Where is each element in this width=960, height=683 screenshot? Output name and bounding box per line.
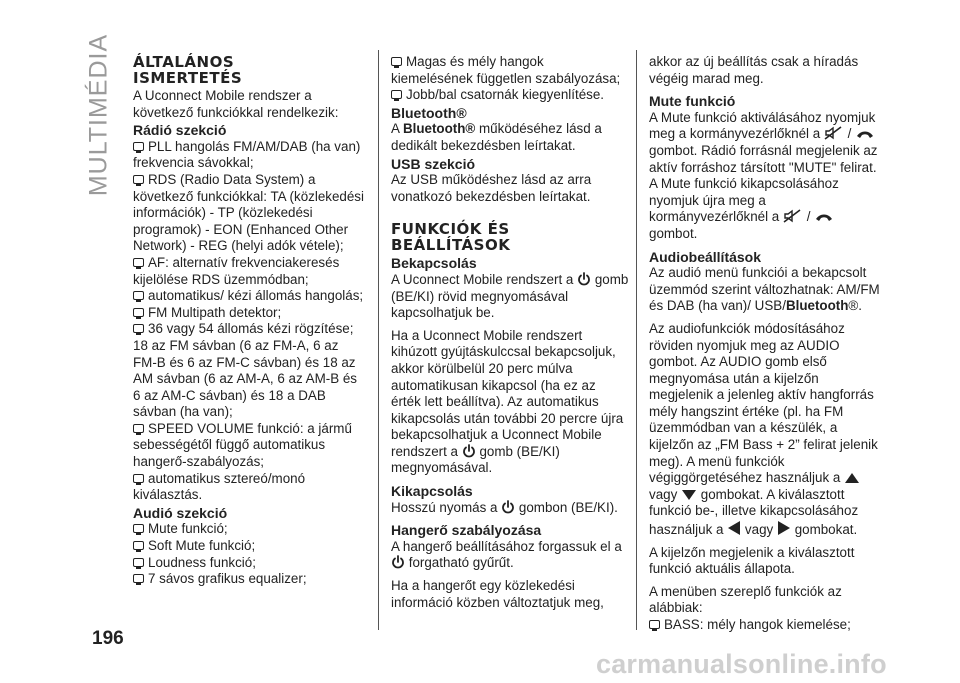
list-item bbox=[133, 421, 365, 471]
text-run: gombot. bbox=[649, 225, 698, 241]
side-tab bbox=[84, 33, 114, 197]
page-number: 196 bbox=[92, 628, 124, 649]
mute-heading: Mute funkció bbox=[649, 93, 736, 110]
list-item-text: Jobb/bal csatornák kiegyenlítése. bbox=[406, 87, 605, 103]
bluetooth-heading: Bluetooth® bbox=[391, 104, 467, 121]
heading-line: ÁLTALÁNOS bbox=[133, 53, 235, 71]
list-item bbox=[391, 87, 629, 104]
power-on-heading: Bekapcsolás bbox=[391, 255, 477, 272]
power-icon bbox=[462, 444, 476, 458]
intro-text: A Uconnect Mobile rendszer a következő funkciókkal rendelkezik: bbox=[133, 88, 339, 120]
column-divider bbox=[636, 50, 637, 630]
bullet-icon bbox=[133, 175, 144, 184]
section-heading-general bbox=[133, 54, 365, 86]
column-2 bbox=[391, 54, 629, 611]
text-run: vagy bbox=[744, 522, 774, 538]
section-heading-functions bbox=[391, 221, 629, 253]
text-run: Az audió menü funkciói a bekapcsolt üzemmód szerint változhatnak: AM/FM és DAB (ha van)/ USB/ bbox=[649, 265, 880, 314]
list-item bbox=[133, 571, 365, 588]
text-run: Az audiofunkciók módosításához röviden nyomjuk meg az AUDIO gombot. Az AUDIO gomb első megnyomása után a kijelzőn megjelenik a jelenleg aktív hangforrás mély hangszint értéke (pl. ha FM üzemmódban van a készülék, a kijelzőn az „FM Bass + 2” felirat jelenik meg). A menü funkciók végiggörgetéséhez használjuk a bbox=[649, 320, 878, 486]
list-item-text: PLL hangolás FM/AM/DAB (ha van) frekvencia sávokkal; bbox=[133, 138, 361, 171]
phone-end-icon bbox=[855, 128, 875, 140]
bullet-icon bbox=[133, 541, 144, 550]
power-icon bbox=[577, 272, 591, 286]
list-item bbox=[133, 471, 365, 504]
mute-speaker-icon bbox=[824, 126, 844, 140]
side-tab-label: MULTIMÉDIA bbox=[84, 33, 113, 197]
radio-section-heading: Rádió szekció bbox=[133, 122, 227, 139]
list-item-text: Loudness funkció; bbox=[148, 554, 256, 570]
column-1 bbox=[133, 54, 365, 588]
text-run: A kiválasztott funkció be-, illetve kikapcsolásához használjuk a bbox=[649, 486, 859, 538]
power-icon bbox=[391, 555, 405, 569]
text-run: Hosszú nyomás a bbox=[391, 499, 498, 515]
text-run: gomb (BE/KI) rövid megnyomásával kapcsolhatjuk be. bbox=[391, 271, 629, 321]
bullet-icon bbox=[133, 574, 144, 583]
text-run: Ha a Uconnect Mobile rendszert kihúzott gyújtáskulccsal bekapcsoljuk, akkor körülbelül 20 perc múlva automatikusan kikapcsol (ha ez az érték lett beállítva). Az automatikus kikapcsolás után további 20 percre újra bekapcsolhatjuk a Uconnect Mobile rendszert a bbox=[391, 327, 624, 459]
bullet-icon bbox=[649, 620, 660, 629]
bluetooth-word: Bluetooth® bbox=[402, 121, 476, 137]
power-icon bbox=[501, 500, 515, 514]
menu-functions-text: A menüben szereplő funkciók az alábbiak: bbox=[649, 583, 842, 616]
list-item-text: automatikus sztereó/monó kiválasztás. bbox=[133, 470, 306, 503]
bullet-icon bbox=[133, 424, 144, 433]
usb-text: Az USB működéshez lásd az arra vonatkozó bekezdésben leírtakat. bbox=[391, 172, 592, 204]
power-off-text bbox=[391, 500, 629, 517]
text-run: / bbox=[806, 209, 811, 225]
list-item-text: RDS (Radio Data System) a következő funkciókkal: TA (közlekedési információk) - TP (közlekedési programok) - EON (Enhanced Other Network) - REG (helyi adók vétele); bbox=[133, 171, 364, 254]
list-item bbox=[133, 321, 365, 421]
text-run: gombokat. bbox=[700, 486, 764, 502]
bullet-icon bbox=[391, 57, 402, 66]
text-run: A Uconnect Mobile rendszert a bbox=[391, 271, 574, 287]
bluetooth-word: Bluetooth bbox=[785, 298, 849, 314]
list-item bbox=[133, 288, 365, 305]
list-item-text: BASS: mély hangok kiemelése; bbox=[664, 617, 851, 632]
volume-text bbox=[391, 539, 629, 572]
phone-end-icon bbox=[814, 211, 834, 223]
bullet-icon bbox=[133, 524, 144, 533]
list-item bbox=[133, 255, 365, 288]
text-run: gombot. Rádió forrásnál megjelenik az aktív forráshoz társított "MUTE" felirat. A Mute funkció kikapcsolásához nyomjuk újra meg a kormányvezérlőknél a bbox=[649, 142, 878, 225]
left-arrow-icon bbox=[727, 520, 741, 536]
display-state-text: A kijelzőn megjelenik a kiválasztott funkció aktuális állapota. bbox=[649, 544, 855, 577]
bullet-icon bbox=[133, 142, 144, 151]
text-run: működéséhez lásd a dedikált bekezdésben leírtakat. bbox=[391, 121, 602, 153]
up-arrow-icon bbox=[844, 472, 860, 484]
right-arrow-icon bbox=[777, 520, 791, 536]
volume-text-2: Ha a hangerőt egy közlekedési információ közben változtatjuk meg, bbox=[391, 578, 604, 610]
text-run: A Mute funkció aktiválásához nyomjuk meg a kormányvezérlőknél a bbox=[649, 109, 876, 142]
text-run: ®. bbox=[848, 298, 863, 314]
text-run: A hangerő beállításához forgassuk el a bbox=[391, 538, 622, 554]
bluetooth-text bbox=[391, 121, 629, 154]
list-item bbox=[133, 521, 365, 538]
column-divider bbox=[378, 50, 379, 630]
list-item-text: 7 sávos grafikus equalizer; bbox=[148, 571, 307, 587]
down-arrow-icon bbox=[681, 489, 697, 501]
audio-menu-text bbox=[649, 321, 883, 539]
list-item-text: SPEED VOLUME funkció: a jármű sebességétől függő automatikus hangerő-szabályozás; bbox=[133, 420, 352, 470]
bullet-icon bbox=[133, 258, 144, 267]
list-item-text: Magas és mély hangok kiemelésének független szabályozása; bbox=[391, 54, 621, 86]
list-item bbox=[133, 139, 365, 172]
text-run: gombon (BE/KI). bbox=[518, 499, 618, 515]
text-run: gomb (BE/KI) megnyomásával. bbox=[391, 443, 560, 476]
bullet-icon bbox=[133, 291, 144, 300]
bullet-icon bbox=[133, 558, 144, 567]
text-run: A bbox=[391, 121, 400, 137]
list-item bbox=[391, 54, 629, 87]
list-item-text: Soft Mute funkció; bbox=[148, 538, 256, 554]
list-item-text: automatikus/ kézi állomás hangolás; bbox=[148, 288, 364, 304]
audio-section-heading: Audió szekció bbox=[133, 504, 228, 521]
list-item-text: FM Multipath detektor; bbox=[148, 304, 282, 320]
list-item bbox=[133, 305, 365, 322]
list-item bbox=[649, 617, 883, 634]
audio-settings-heading: Audiobeállítások bbox=[649, 248, 762, 265]
text-run: vagy bbox=[649, 486, 678, 502]
list-item bbox=[133, 555, 365, 572]
list-item-text: Mute funkció; bbox=[148, 521, 228, 537]
text-run: forgatható gyűrűt. bbox=[408, 555, 514, 571]
bullet-icon bbox=[391, 90, 402, 99]
mute-speaker-icon bbox=[783, 209, 803, 223]
volume-heading: Hangerő szabályozása bbox=[391, 522, 542, 539]
list-item-text: 36 vagy 54 állomás kézi rögzítése; 18 az FM sávban (6 az FM-A, 6 az FM-B és 6 az FM-C sávban) és 18 az AM sávban (6 az AM-A, 6 az AM-B és 6 az AM-C sávban) és 18 a DAB sávban (ha van); bbox=[133, 321, 358, 420]
usb-heading: USB szekció bbox=[391, 155, 476, 172]
list-item bbox=[133, 538, 365, 555]
heading-line: FUNKCIÓK ÉS bbox=[391, 220, 510, 239]
column-3 bbox=[649, 54, 883, 634]
text-run: / bbox=[847, 126, 852, 142]
bullet-icon bbox=[133, 324, 144, 333]
power-on-text bbox=[391, 272, 629, 322]
list-item bbox=[133, 172, 365, 255]
auto-off-text bbox=[391, 328, 629, 477]
bullet-icon bbox=[133, 308, 144, 317]
list-item-text: AF: alternatív frekvenciakeresés kijelölése RDS üzemmódban; bbox=[133, 254, 340, 287]
mute-text bbox=[649, 110, 883, 243]
heading-line: BEÁLLÍTÁSOK bbox=[391, 236, 511, 255]
audio-settings-text bbox=[649, 265, 883, 315]
heading-line: ISMERTETÉS bbox=[133, 69, 243, 87]
continued-text: akkor az új beállítás csak a híradás végéig marad meg. bbox=[649, 54, 859, 86]
text-run: gombokat. bbox=[794, 522, 858, 538]
bullet-icon bbox=[133, 474, 144, 483]
watermark: carmanualsonline.info bbox=[596, 649, 887, 679]
power-off-heading: Kikapcsolás bbox=[391, 483, 473, 500]
